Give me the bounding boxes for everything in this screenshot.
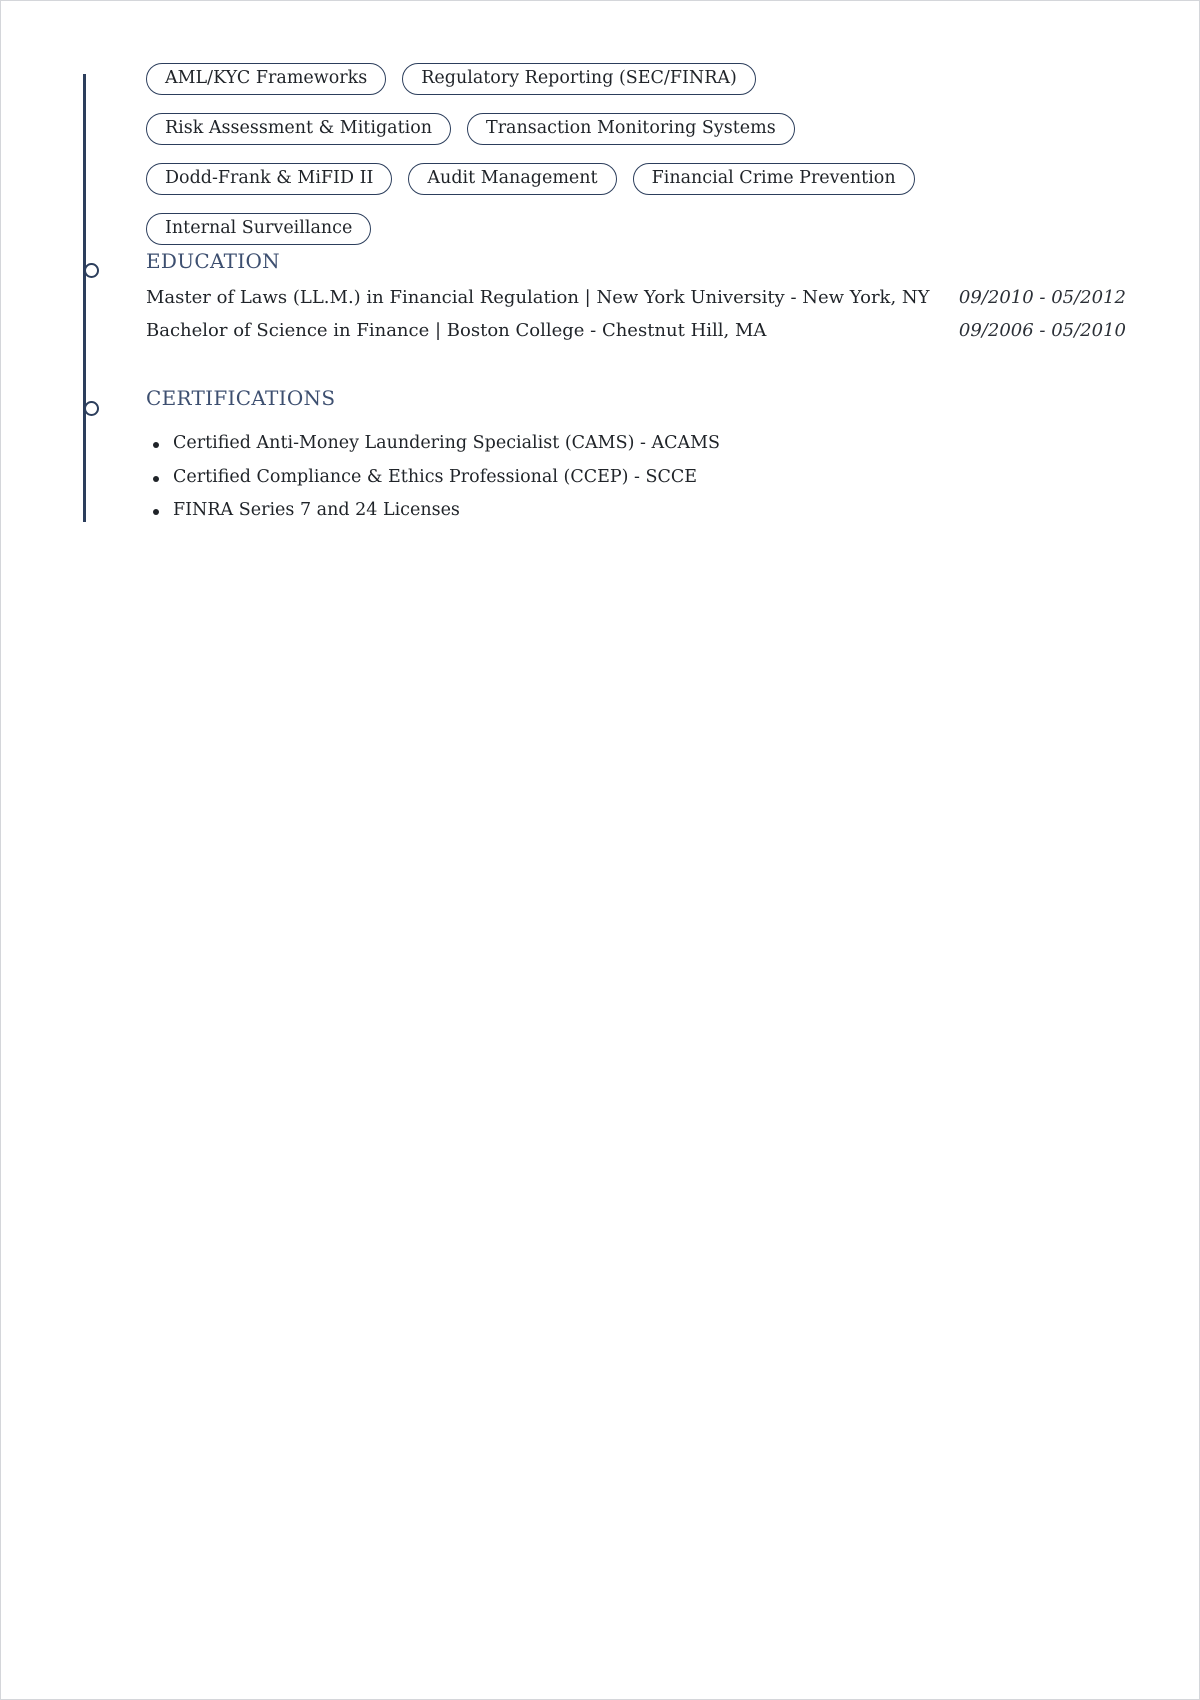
skill-tag: Internal Surveillance	[146, 213, 371, 245]
education-separator: |	[429, 320, 447, 341]
bullet-icon	[153, 509, 159, 515]
list-item	[173, 427, 720, 461]
certifications-list	[146, 427, 720, 528]
bullet-icon	[153, 476, 159, 482]
education-entry-main	[146, 287, 930, 308]
skill-tag: Audit Management	[408, 163, 616, 195]
education-school: New York University - New York, NY	[596, 287, 930, 308]
list-item	[173, 494, 720, 528]
list-item	[173, 461, 720, 495]
education-heading: EDUCATION	[146, 249, 280, 273]
education-degree: Bachelor of Science in Finance	[146, 320, 430, 341]
education-entry	[146, 287, 1126, 320]
timeline-node-education	[84, 263, 99, 278]
education-school: Boston College - Chestnut Hill, MA	[446, 320, 767, 341]
education-degree: Master of Laws (LL.M.) in Financial Regulation	[146, 287, 579, 308]
certification-text: Certified Anti-Money Laundering Specialist (CAMS) - ACAMS	[173, 433, 721, 453]
bullet-icon	[153, 442, 159, 448]
certification-text: FINRA Series 7 and 24 Licenses	[173, 500, 460, 520]
timeline-line	[83, 74, 86, 522]
skills-tags	[146, 63, 1046, 245]
education-entry-main	[146, 320, 766, 341]
certifications-heading: CERTIFICATIONS	[146, 386, 336, 410]
resume-content	[146, 63, 1126, 520]
education-list	[146, 287, 1126, 353]
skill-tag: Financial Crime Prevention	[633, 163, 915, 195]
skill-tag: AML/KYC Frameworks	[146, 63, 386, 95]
timeline-node-certifications	[84, 401, 99, 416]
certification-text: Certified Compliance & Ethics Professional (CCEP) - SCCE	[173, 466, 698, 487]
skill-tag: Regulatory Reporting (SEC/FINRA)	[402, 63, 756, 95]
skill-tag: Transaction Monitoring Systems	[467, 113, 795, 145]
education-dates: 09/2010 - 05/2012	[958, 287, 1126, 308]
education-entry	[146, 320, 1126, 353]
skill-tag: Risk Assessment & Mitigation	[146, 113, 451, 145]
education-dates: 09/2006 - 05/2010	[958, 320, 1126, 341]
skill-tag: Dodd-Frank & MiFID II	[146, 163, 392, 195]
education-separator: |	[578, 287, 597, 308]
